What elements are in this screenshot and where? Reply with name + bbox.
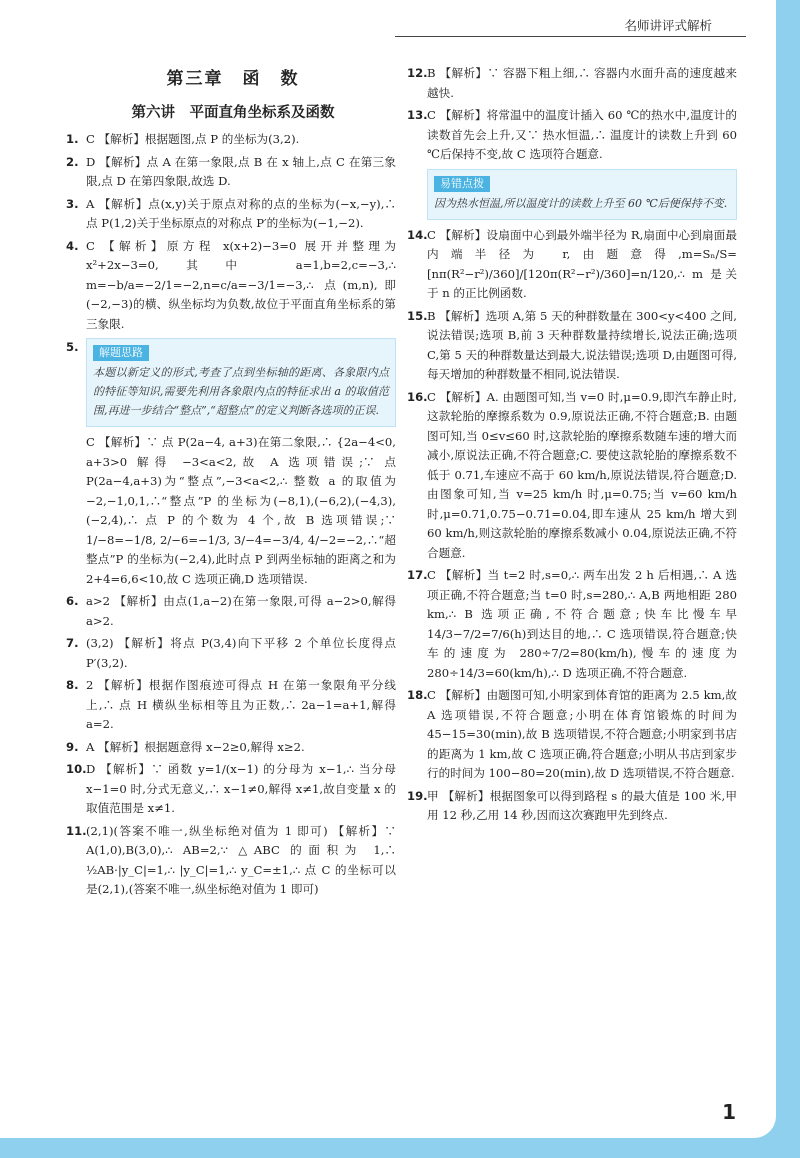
item-text: a>2 【解析】由点(1,a−2)在第一象限,可得 a−2>0,解得 a>2.: [86, 594, 396, 628]
item-number: 5.: [66, 340, 79, 354]
item-number: 12.: [407, 66, 428, 80]
answer-item-3: [66, 195, 396, 234]
solution-idea-text: 本题以新定义的形式,考查了点到坐标轴的距离、各象限内点的特征等知识,需要先利用各象限内点的特征求出 a 的取值范围,再进一步结合“整点”,“超整点”的定义判断各选项的正误.: [93, 366, 389, 417]
left-column: [66, 64, 396, 903]
item-number: 6.: [66, 594, 79, 608]
easy-mistake-tag: 易错点拨: [434, 176, 490, 192]
item-text: B 【解析】选项 A,第 5 天的种群数量在 300<y<400 之间,说法错误;选项 B,前 3 天种群数量持续增长,说法正确;选项 C,第 5 天的种群数量达到最大,说法错误;选项 D,由题图可得,每天增加的种群数量不相同,说法错误.: [427, 308, 737, 381]
header-divider: [395, 36, 746, 37]
item-text: C 【解析】由题图可知,小明家到体育馆的距离为 2.5 km,故 A 选项错误,不符合题意;小明在体育馆锻炼的时间为 45−15=30(min),故 B 选项错误,不符合题意;小明家到书店的距离为 1 km,故 C 选项正确,符合题意;小明从书店到家步行的时间为 100−80=20(min),故 D 选项错误,不符合题意.: [427, 688, 737, 780]
item-text: D 【解析】∵ 函数 y=1/(x−1) 的分母为 x−1,∴ 当分母 x−1=0 时,分式无意义,∴ x−1≠0,解得 x≠1,故自变量 x 的取值范围是 x≠1.: [86, 762, 396, 815]
answer-item-6: [66, 592, 396, 631]
answer-item-15: [407, 307, 737, 385]
answer-item-1: [66, 130, 396, 150]
answer-item-5: [66, 338, 396, 589]
item-text: C 【解析】∵ 点 P(2a−4, a+3)在第二象限,∴ {2a−4<0, a+3>0 解得 −3<a<2,故 A 选项错误;∵ 点 P(2a−4,a+3)为“整点”,−3<a<2,∴ 整数 a 的取值为−2,−1,0,1,∴“整点”P 的坐标为(−8,1),(−6,2),(−4,3),(−2,4),∴ 点 P 的个数为 4 个,故 B 选项错误;∵ 1/−8=−1/8, 2/−6=−1/3, 3/−4=−3/4, 4/−2=−2,∴“超整点”P 的坐标为(−2,4),此时点 P 到两坐标轴的距离之和为 2+4=6,6<10,故 C 选项正确,D 选项错误.: [86, 435, 396, 586]
answer-item-11: [66, 822, 396, 900]
item-text: C 【解析】设扇面中心到最外端半径为 R,扇面中心到扇面最内端半径为 r,由题意得,m=Sₙ/S=[nπ(R²−r²)/360]/[120π(R²−r²)/360]=n/120,∴ m 是关于 n 的正比例函数.: [427, 227, 737, 300]
item-text: C 【解析】根据题图,点 P 的坐标为(3,2).: [86, 132, 300, 146]
answer-item-2: [66, 153, 396, 192]
item-text: C 【解析】A. 由题图可知,当 v=0 时,μ=0.9,即汽车静止时,这款轮胎的摩擦系数为 0.9,原说法正确,不符合题意;B. 由题图可知,当 0≤v≤60 时,这款轮胎的摩擦系数随车速的增大而减小,原说法正确,不符合题意;C. 要使这款轮胎的摩擦系数不低于 0.71,车速应不高于 60 km/h,原说法错误,符合题意;D. 由图象可知,当 v=25 km/h 时,μ=0.75;当 v=60 km/h 时,μ=0.71,0.75−0.71=0.04,即车速从 25 km/h 增大到 60 km/h,则这款轮胎的摩擦系数减小 0.04,原说法正确,不符合题意.: [427, 389, 737, 560]
answer-item-10: [66, 760, 396, 819]
item-text: C 【解析】原方程 x(x+2)−3=0 展开并整理为 x²+2x−3=0,其中 a=1,b=2,c=−3,∴ m=−b/a=−2/1=−2,n=c/a=−3/1=−3,∴ 点(m,n),即(−2,−3)的横、纵坐标均为负数,故位于平面直角坐标系的第三象限.: [86, 238, 396, 331]
answer-item-17: [407, 566, 737, 683]
item-text: (3,2) 【解析】将点 P(3,4)向下平移 2 个单位长度得点 P′(3,2).: [86, 636, 396, 670]
answer-item-8: [66, 676, 396, 735]
answer-item-4: [66, 237, 396, 335]
answer-item-16: [407, 388, 737, 564]
easy-mistake-text: 因为热水恒温,所以温度计的读数上升至 60 ℃后便保持不变.: [434, 196, 728, 210]
item-number: 3.: [66, 196, 79, 211]
answer-item-18: [407, 686, 737, 784]
item-text: 2 【解析】根据作图痕迹可得点 H 在第一象限角平分线上,∴ 点 H 横纵坐标相等且为正数,∴ 2a−1=a+1,解得 a=2.: [86, 678, 396, 731]
item-number: 17.: [407, 568, 428, 582]
chapter-title: 第三章 函 数: [166, 69, 300, 89]
item-number: 18.: [407, 688, 428, 702]
answer-item-13: [407, 106, 737, 220]
item-number: 4.: [66, 238, 79, 253]
item-text: B 【解析】∵ 容器下粗上细,∴ 容器内水面升高的速度越来越快.: [427, 66, 737, 100]
item-number: 2.: [66, 154, 79, 169]
item-text: C 【解析】当 t=2 时,s=0,∴ 两车出发 2 h 后相遇,∴ A 选项正确,不符合题意;当 t=0 时,s=280,∴ A,B 两地相距 280 km,∴ B 选项正确,不符合题意;快车比慢车早 14/3−7/2=7/6(h)到达目的地,∴ C 选项错误,符合题意;快车的速度为 280÷7/2=80(km/h),慢车的速度为 280÷14/3=60(km/h),∴ D 选项正确,不符合题意.: [427, 568, 737, 680]
right-column: [407, 64, 737, 829]
solution-idea-box: [86, 338, 396, 427]
item-number: 1.: [66, 132, 79, 146]
answer-item-19: [407, 787, 737, 826]
answer-item-14: [407, 226, 737, 304]
item-text: D 【解析】点 A 在第一象限,点 B 在 x 轴上,点 C 在第三象限,点 D 在第四象限,故选 D.: [86, 154, 396, 188]
item-text: C 【解析】将常温中的温度计插入 60 ℃的热水中,温度计的读数首先会上升,又∵ 热水恒温,∴ 温度计的读数上升到 60 ℃后保持不变,故 C 选项符合题意.: [427, 108, 737, 161]
solution-idea-tag: 解题思路: [93, 345, 149, 361]
item-number: 7.: [66, 636, 79, 650]
answer-item-7: [66, 634, 396, 673]
answer-item-12: [407, 64, 737, 103]
item-number: 13.: [407, 108, 428, 122]
easy-mistake-box: [427, 169, 737, 220]
item-number: 10.: [66, 762, 87, 776]
item-text: (2,1)(答案不唯一,纵坐标绝对值为 1 即可) 【解析】∵ A(1,0),B(3,0),∴ AB=2,∵ △ABC 的面积为 1,∴ ½AB·|y_C|=1,∴ |y_C|=1,∴ y_C=±1,∴ 点 C 的坐标可以是(2,1),(答案不唯一,纵坐标绝对值为 1 即可): [86, 823, 396, 896]
page-number: 1: [722, 1100, 736, 1124]
item-number: 9.: [66, 739, 79, 754]
item-number: 15.: [407, 308, 428, 323]
item-number: 19.: [407, 788, 428, 803]
item-number: 11.: [66, 823, 87, 838]
item-number: 16.: [407, 389, 428, 404]
item-text: 甲 【解析】根据图象可以得到路程 s 的最大值是 100 米,甲用 12 秒,乙用 14 秒,因而这次赛跑甲先到终点.: [427, 788, 737, 822]
answer-item-9: [66, 738, 396, 758]
item-number: 8.: [66, 678, 79, 692]
item-number: 14.: [407, 227, 428, 242]
header-label: 名师讲评式解析: [624, 18, 712, 33]
lecture-title: 第六讲 平面直角坐标系及函数: [131, 104, 335, 121]
item-text: A 【解析】点(x,y)关于原点对称的点的坐标为(−x,−y),∴ 点 P(1,2)关于坐标原点的对称点 P′的坐标为(−1,−2).: [86, 196, 396, 230]
item-text: A 【解析】根据题意得 x−2≥0,解得 x≥2.: [86, 739, 305, 754]
